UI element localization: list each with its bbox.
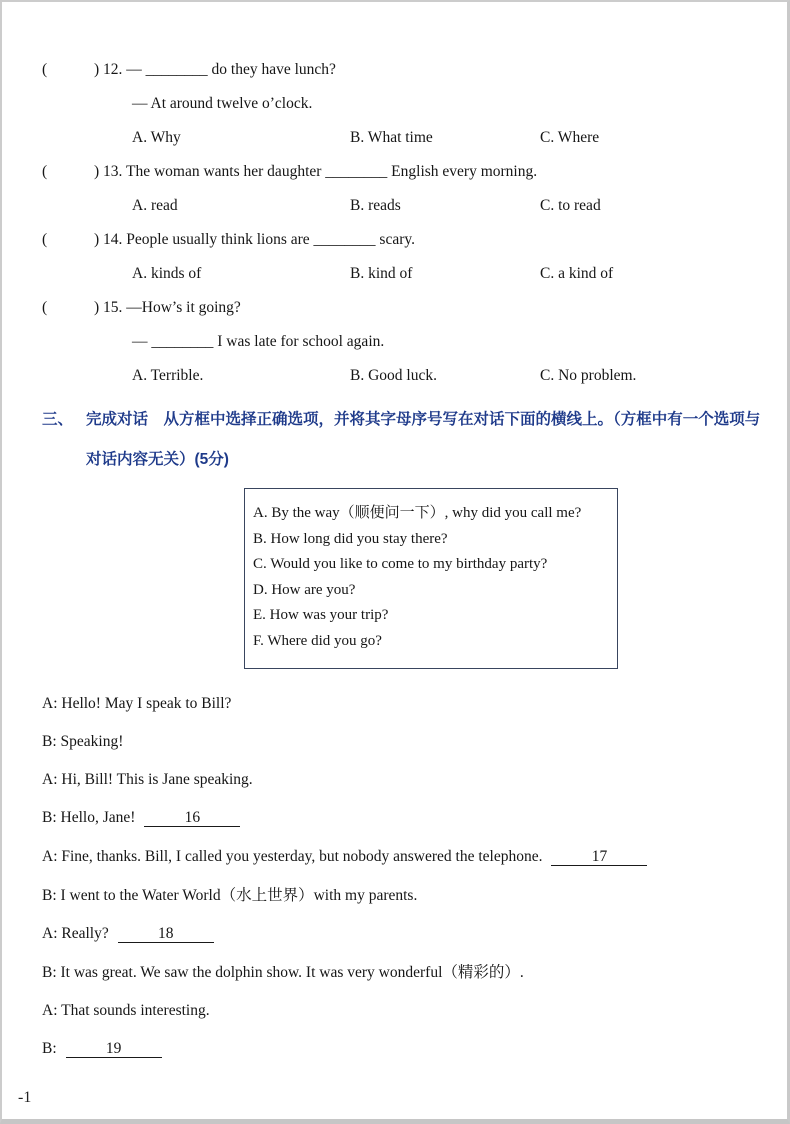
option-a: A. Why	[132, 129, 181, 146]
dialogue-text: A: Really?	[42, 925, 109, 942]
question-12-options	[132, 128, 761, 147]
box-option-a: A. By the way（顺便问一下）, why did you call me?	[253, 505, 582, 521]
dialogue-line	[42, 1040, 761, 1058]
question-13-options	[132, 196, 761, 215]
dialogue	[42, 695, 761, 1058]
option-c: C. to read	[540, 197, 601, 214]
option-b: B. What time	[350, 129, 433, 146]
dialogue-text: B: Hello, Jane!	[42, 809, 136, 826]
option-a: A. Terrible.	[132, 367, 204, 384]
dialogue-line	[42, 809, 761, 827]
option-c: C. Where	[540, 129, 600, 146]
dialogue-text: B: Speaking!	[42, 733, 124, 750]
option-b: B. kind of	[350, 265, 413, 282]
option-b: B. Good luck.	[350, 367, 437, 384]
dialogue-text: A: Hello! May I speak to Bill?	[42, 695, 232, 712]
answer-blank-18: 18	[118, 925, 214, 943]
dialogue-text: B: I went to the Water World（水上世界）with my parents.	[42, 887, 418, 904]
question-text: ) 12. — ________ do they have lunch?	[94, 61, 336, 78]
question-text: ) 14. People usually think lions are ________ scary.	[94, 231, 415, 248]
question-text: ) 13. The woman wants her daughter ________ English every morning.	[94, 163, 538, 180]
section-3-heading	[42, 400, 761, 480]
option-c: C. a kind of	[540, 265, 614, 282]
answer-paren: (	[42, 299, 48, 316]
question-14-line1	[42, 230, 761, 249]
dialogue-text: B: It was great. We saw the dolphin show. It was very wonderful（精彩的）.	[42, 964, 524, 981]
question-14-options	[132, 264, 761, 283]
dialogue-line	[42, 1002, 761, 1019]
box-option-c: C. Would you like to come to my birthday party?	[253, 556, 548, 572]
section-instructions: 完成对话 从方框中选择正确选项，并将其字母序号写在对话下面的横线上。（方框中有一个选项与对话内容无关）(5分)	[86, 411, 761, 468]
dialogue-line	[42, 733, 761, 750]
option-c: C. No problem.	[540, 367, 637, 384]
box-option-b: B. How long did you stay there?	[253, 530, 448, 547]
box-option-e: E. How was your trip?	[253, 607, 389, 623]
option-a: A. kinds of	[132, 265, 202, 282]
choice-box	[244, 488, 618, 669]
answer-paren: (	[42, 231, 48, 248]
answer-blank-19: 19	[66, 1040, 162, 1058]
question-13	[42, 162, 761, 215]
page-content	[2, 2, 787, 1058]
section-number: 三、	[42, 411, 74, 428]
question-12	[42, 60, 761, 147]
answer-blank-16: 16	[144, 809, 240, 827]
question-12-line2: — At around twelve o’clock.	[132, 95, 313, 112]
question-15-line2: — ________ I was late for school again.	[132, 333, 385, 350]
question-12-line1	[42, 60, 761, 79]
answer-paren: (	[42, 163, 48, 180]
box-option-f: F. Where did you go?	[253, 632, 382, 649]
question-13-line1	[42, 162, 761, 181]
dialogue-text: B:	[42, 1040, 57, 1057]
question-15-options	[132, 366, 761, 385]
answer-blank-17: 17	[551, 848, 647, 866]
dialogue-line	[42, 925, 761, 943]
option-b: B. reads	[350, 197, 401, 214]
dialogue-line	[42, 771, 761, 788]
dialogue-text: A: Fine, thanks. Bill, I called you yesterday, but nobody answered the telephone.	[42, 848, 543, 865]
dialogue-text: A: Hi, Bill! This is Jane speaking.	[42, 771, 253, 788]
dialogue-line	[42, 695, 761, 712]
question-text: ) 15. —How’s it going?	[94, 299, 241, 316]
dialogue-line	[42, 848, 761, 866]
answer-paren: (	[42, 61, 48, 78]
question-15-line1	[42, 298, 761, 317]
dialogue-line	[42, 887, 761, 904]
option-a: A. read	[132, 197, 178, 214]
box-option-d: D. How are you?	[253, 581, 356, 598]
page-number: -1	[18, 1089, 32, 1106]
question-14	[42, 230, 761, 283]
dialogue-line	[42, 964, 761, 981]
dialogue-text: A: That sounds interesting.	[42, 1002, 210, 1019]
question-15	[42, 298, 761, 385]
